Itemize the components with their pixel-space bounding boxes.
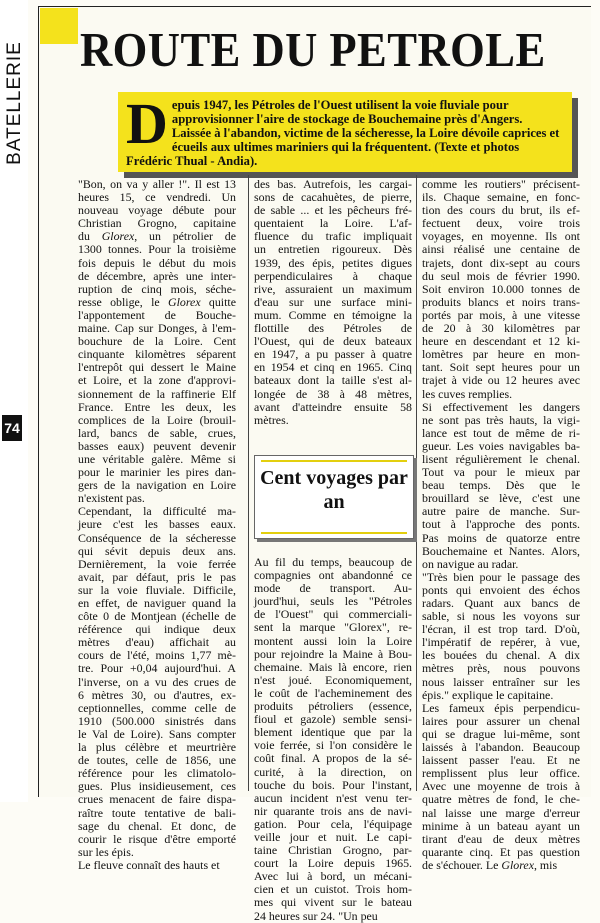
text-line: tant. Soit sept heures pour un bbox=[422, 360, 580, 375]
text-line: sent la marque "Glorex", re- bbox=[254, 620, 412, 635]
text-line: radars. Quant aux bancs de bbox=[422, 596, 580, 610]
text-line: raître toute tentative de bali- bbox=[78, 805, 236, 820]
text-line: veille jour et nuit. Le capi- bbox=[254, 829, 412, 844]
text-line: Au fil du temps, beaucoup de bbox=[254, 555, 412, 569]
text-line: cours de l'été, moins 1,77 mè- bbox=[78, 648, 236, 663]
text-line: la plus célèbre et meurtrière bbox=[78, 740, 236, 755]
text-line: ne sont pas très hauts, la vigi- bbox=[422, 412, 580, 427]
text-line: tion des cours du brut, ils ef- bbox=[422, 203, 580, 218]
text-line: 24 heures sur 24. "Un peu bbox=[254, 908, 378, 923]
article-lead bbox=[118, 92, 572, 172]
column-rule bbox=[248, 175, 249, 791]
text-line: coût final. A propos de la sé- bbox=[254, 751, 412, 766]
text-line: l'Ouest, qui de deux bateaux bbox=[254, 334, 412, 349]
text-line: montent aussi loin la Loire bbox=[254, 633, 412, 648]
text-line: et Loire, et la zone d'approvi- bbox=[78, 373, 236, 388]
column-rule bbox=[416, 175, 417, 791]
text-line: heures 15, ce vendredi. Un bbox=[78, 190, 236, 205]
text-line: épis." explique le capitaine. bbox=[422, 687, 554, 702]
text-line: lance est tout de même de ri- bbox=[422, 425, 580, 440]
text-line: tout à l'approche des ponts. bbox=[422, 517, 580, 532]
text-line: flottille des Pétroles de bbox=[254, 321, 412, 336]
text-line: mètres d'eau) affichait au bbox=[78, 635, 236, 650]
text-line: fois depuis le début du mois bbox=[78, 255, 236, 270]
article-column-2-top bbox=[254, 178, 412, 427]
text-line: bateaux dont la taille s'est al- bbox=[254, 373, 412, 388]
text-line: Christian Grogno, capitaine bbox=[78, 216, 236, 231]
text-line: les bouées du chenal. A dix bbox=[422, 648, 580, 663]
subhead-rule bbox=[261, 532, 407, 534]
text-line: de s'échouer. Le Glorex, mis bbox=[422, 857, 558, 872]
text-line: basses eaux) peuvent devenir bbox=[78, 438, 236, 453]
text-line: fluence du trafic impliquait bbox=[254, 229, 412, 244]
text-line: tre. Pour +0,04 aujourd'hui. A bbox=[78, 661, 236, 676]
text-line: lomètres par heure en mon- bbox=[422, 347, 580, 362]
text-line: beau temps. Dès que le bbox=[422, 478, 580, 493]
text-line: des bas. Autrefois, les cargai- bbox=[254, 177, 412, 191]
text-line: l'impératif de repérer, à vue, bbox=[422, 635, 580, 650]
text-line: fioul et gazole) semble sensi- bbox=[254, 712, 412, 727]
text-line: une véritable galère. Même si bbox=[78, 451, 236, 466]
text-line: mètres. bbox=[254, 412, 289, 427]
text-line: Tout va pour le mieux par bbox=[422, 465, 580, 480]
text-line: rive, assuraient un maximum bbox=[254, 281, 412, 296]
text-line: de 20 à 30 kilomètres par bbox=[422, 321, 580, 336]
text-line: sable, si nous les voyons sur bbox=[422, 609, 580, 624]
text-line: qui sévit depuis deux ans. bbox=[78, 543, 236, 558]
text-line: laissés à l'abandon. Beaucoup bbox=[422, 740, 580, 755]
text-line: longée de 38 à 48 mètres, bbox=[254, 386, 412, 401]
article-column-2-bottom bbox=[254, 556, 412, 923]
text-line: quarante cinq. Et pas question bbox=[422, 844, 580, 859]
text-line: cinquante kilomètres séparent bbox=[78, 347, 236, 362]
text-line: gers de la navigation en Loire bbox=[78, 478, 236, 493]
text-line: sage du chenal. Et donc, de bbox=[78, 818, 236, 833]
text-line: jeure c'est les basses eaux. bbox=[78, 517, 236, 532]
text-line: Les fameux épis perpendicu- bbox=[422, 700, 580, 715]
text-line: de décembre, après une inter- bbox=[78, 268, 236, 283]
text-line: Bouchemaine et Nantes. Alors, bbox=[422, 543, 580, 558]
text-line: en 1954 et cinq en 1965. Cinq bbox=[254, 360, 412, 375]
text-line: le coût de l'acheminement des bbox=[254, 685, 412, 700]
text-line: 1910 (500.000 sinistrés dans bbox=[78, 713, 236, 728]
text-line: produits pétroliers (essence, bbox=[254, 699, 412, 714]
text-line: blement identique que par la bbox=[254, 725, 412, 740]
text-line: mes qui vivent sur le bateau bbox=[254, 895, 412, 910]
text-line: complices de la Loire (brouil- bbox=[78, 412, 236, 427]
text-line: 6 mètres 30, ou d'autres, ex- bbox=[78, 687, 236, 702]
text-line: sons de cacahuètes, de pierre, bbox=[254, 190, 412, 205]
text-line: référence qui indique deux bbox=[78, 622, 236, 637]
text-line: mode de transport. Au- bbox=[254, 581, 412, 596]
text-line: en effet, de naviguer quand la bbox=[78, 596, 236, 610]
text-line: en 1947, a pu passer à quatre bbox=[254, 347, 412, 362]
text-line: côte 0 de Montjean (échelle de bbox=[78, 609, 236, 624]
text-line: court la Loire depuis 1965. bbox=[254, 856, 412, 871]
subhead-rule bbox=[261, 460, 407, 462]
page-number: 74 bbox=[2, 415, 22, 441]
text-line: chemaine. Mais là encore, rien bbox=[254, 659, 412, 674]
text-line: du seul mois de février 1990. bbox=[422, 268, 580, 283]
text-line: 1300 tonnes. Pour la troisième bbox=[78, 242, 236, 257]
text-line: bouchure de la Loire. Cent bbox=[78, 334, 236, 349]
text-line: Pas moins de quatorze entre bbox=[422, 530, 580, 545]
text-line: nir quarante trois ans de navi- bbox=[254, 803, 412, 818]
text-line: référence pour les climatolo- bbox=[78, 766, 236, 781]
text-line: autre paire de manche. Sur- bbox=[422, 504, 580, 519]
text-line: qui se drague lui-même, sont bbox=[422, 726, 580, 741]
text-line: ainsi réalisé une centaine de bbox=[422, 242, 580, 257]
text-line: mètres près, nous pouvons bbox=[422, 661, 580, 676]
text-line: on navigue au radar. bbox=[422, 556, 519, 571]
text-line: du Glorex, un pétrolier de bbox=[78, 229, 236, 244]
section-rubric: BATELLERIE bbox=[4, 41, 25, 165]
text-line: Soit environ 10.000 tonnes de bbox=[422, 281, 580, 296]
text-line: perpendiculaires à chaque bbox=[254, 268, 412, 283]
text-line: minime à un bateau ayant un bbox=[422, 818, 580, 833]
text-line: Le fleuve connaît des hauts et bbox=[78, 857, 220, 872]
text-line: ponts qui envoient des échos bbox=[422, 582, 580, 597]
text-line: resse oblige, le Glorex quitte bbox=[78, 294, 236, 309]
text-line: voie ferrée, si l'on considère le bbox=[254, 738, 412, 753]
text-line: ruption de cinq mois, séche- bbox=[78, 281, 236, 296]
text-line: fectuent deux, voire trois bbox=[422, 216, 580, 231]
text-line: produits blancs et noirs trans- bbox=[422, 294, 580, 309]
text-line: comme les routiers" précisent- bbox=[422, 177, 580, 191]
text-line: compagnies ont abandonné ce bbox=[254, 568, 412, 583]
lead-credit: (Texte et photos Frédéric Thual - Andia). bbox=[126, 140, 520, 168]
text-line: l'entrepôt qui dessert le Maine bbox=[78, 360, 236, 375]
text-line: nal laisse une marge d'erreur bbox=[422, 805, 580, 820]
text-line: l'écran, il est trop tard. D'où, bbox=[422, 622, 580, 637]
text-line: trajet à vide ou 12 heures avec bbox=[422, 373, 580, 388]
text-line: d'eau sur une surface mini- bbox=[254, 294, 412, 309]
text-line: sionnement de la raffinerie Elf bbox=[78, 386, 236, 401]
text-line: cien et un cuistot. Trois hom- bbox=[254, 882, 412, 897]
text-line: aucun incident n'est venu ter- bbox=[254, 790, 412, 805]
text-line: l'appontement de Bouche- bbox=[78, 307, 236, 322]
text-line: tirant d'eau de deux mètres bbox=[422, 831, 580, 846]
lead-text: epuis 1947, les Pétroles de l'Ouest utilisent la voie fluviale pour approvisionner l'aire de stockage de Bouchemaine près d'Angers. Laissée à l'abandon, victime de la sécheresse, la Loire dévoile caprices et écueils aux ultimes mariniers qui la fréquentent. bbox=[171, 98, 560, 154]
text-line: trajets, dont dix-sept au cours bbox=[422, 255, 580, 270]
text-line: sur les épis. bbox=[78, 844, 134, 859]
text-line: l'inverse, on a vu des crues de bbox=[78, 674, 236, 689]
text-line: n'est joué. Economiquement, bbox=[254, 672, 412, 687]
text-line: de sable ... et les pêcheurs fré- bbox=[254, 203, 412, 218]
text-line: heure en descendant et 12 ki- bbox=[422, 334, 580, 349]
text-line: nous laisser entraîner sur les bbox=[422, 674, 580, 689]
text-line: quentaient la Loire. L'af- bbox=[254, 216, 412, 231]
text-line: touche du bois. Pour l'instant, bbox=[254, 777, 412, 792]
text-line: maine. Cap sur Donges, à l'em- bbox=[78, 321, 236, 336]
text-line: lisent régulièrement le chenal. bbox=[422, 451, 580, 466]
text-line: crues menacent de faire dispa- bbox=[78, 792, 236, 807]
article-column-3 bbox=[422, 178, 580, 872]
text-line: Dernièrement, la voie ferrée bbox=[78, 556, 236, 571]
text-line: Cependant, la difficulté ma- bbox=[78, 504, 236, 519]
text-line: courir le risque d'être emporté bbox=[78, 831, 236, 846]
text-line: lard, bancs de sable, crues, bbox=[78, 425, 236, 440]
subhead-box bbox=[254, 455, 414, 539]
text-line: "Bon, on va y aller !". Il est 13 bbox=[78, 177, 236, 191]
text-line: remplissent plus leur office. bbox=[422, 766, 580, 781]
text-line: de toutes, celle de 1856, une bbox=[78, 753, 236, 768]
lead-dropcap: D bbox=[126, 91, 168, 156]
subhead: Cent voyages par an bbox=[260, 467, 408, 513]
text-line: curité, à la direction, on bbox=[254, 764, 412, 779]
text-line: 1939, des épis, petites digues bbox=[254, 255, 412, 270]
text-line: ils. Chaque semaine, en fonc- bbox=[422, 190, 580, 205]
text-line: gueur. Les voies navigables ba- bbox=[422, 438, 580, 453]
text-line: les cuves remplies. bbox=[422, 386, 513, 401]
text-line: Avec une moyenne de trois à bbox=[422, 779, 580, 794]
text-line: France. Entre les deux, les bbox=[78, 399, 236, 414]
article-column-1 bbox=[78, 178, 236, 872]
text-line: sur la voie fluviale. Difficile, bbox=[78, 582, 236, 597]
text-line: laissent passer l'eau. Et ne bbox=[422, 753, 580, 768]
text-line: jourd'hui, seuls les "Pétroles bbox=[254, 594, 412, 609]
text-line: quatre mètres de fond, le che- bbox=[422, 792, 580, 807]
text-line: nouveau voyage débute pour bbox=[78, 203, 236, 218]
text-line: "Très bien pour le passage des bbox=[422, 569, 580, 584]
text-line: portés par mois, à une vitesse bbox=[422, 307, 580, 322]
text-line: pour le marinier les pires dan- bbox=[78, 465, 236, 480]
text-line: Conséquence de la sécheresse bbox=[78, 530, 236, 545]
article-title: ROUTE DU PETROLE bbox=[80, 22, 546, 77]
text-line: ceptionnelles, comme celle de bbox=[78, 700, 236, 715]
text-line: le Val de Loire). Sans compter bbox=[78, 726, 236, 741]
text-line: n'existent pas. bbox=[78, 491, 145, 506]
text-line: gation. Pour cela, l'équipage bbox=[254, 816, 412, 831]
text-line: brouillard se lève, c'est une bbox=[422, 491, 580, 506]
text-line: gues. Plus insidieusement, ces bbox=[78, 779, 236, 794]
text-line: laires pour assurer un chenal bbox=[422, 713, 580, 728]
text-line: avait, par défaut, pris le pas bbox=[78, 569, 236, 584]
text-line: mum. Comme en témoigne la bbox=[254, 307, 412, 322]
text-line: pour rejoindre la Maine à Bou- bbox=[254, 646, 412, 661]
text-line: Si effectivement les dangers bbox=[422, 399, 580, 414]
text-line: de l'Ouest" qui commerciali- bbox=[254, 607, 412, 622]
yellow-corner-block bbox=[40, 8, 78, 44]
text-line: un entretien rigoureux. Dès bbox=[254, 242, 412, 257]
text-line: avant d'atteindre ensuite 58 bbox=[254, 399, 412, 414]
text-line: Avec lui à bord, un mécani- bbox=[254, 869, 412, 884]
text-line: taine Christian Grogno, par- bbox=[254, 843, 412, 858]
text-line: voyages, en moyenne. Ils ont bbox=[422, 229, 580, 244]
